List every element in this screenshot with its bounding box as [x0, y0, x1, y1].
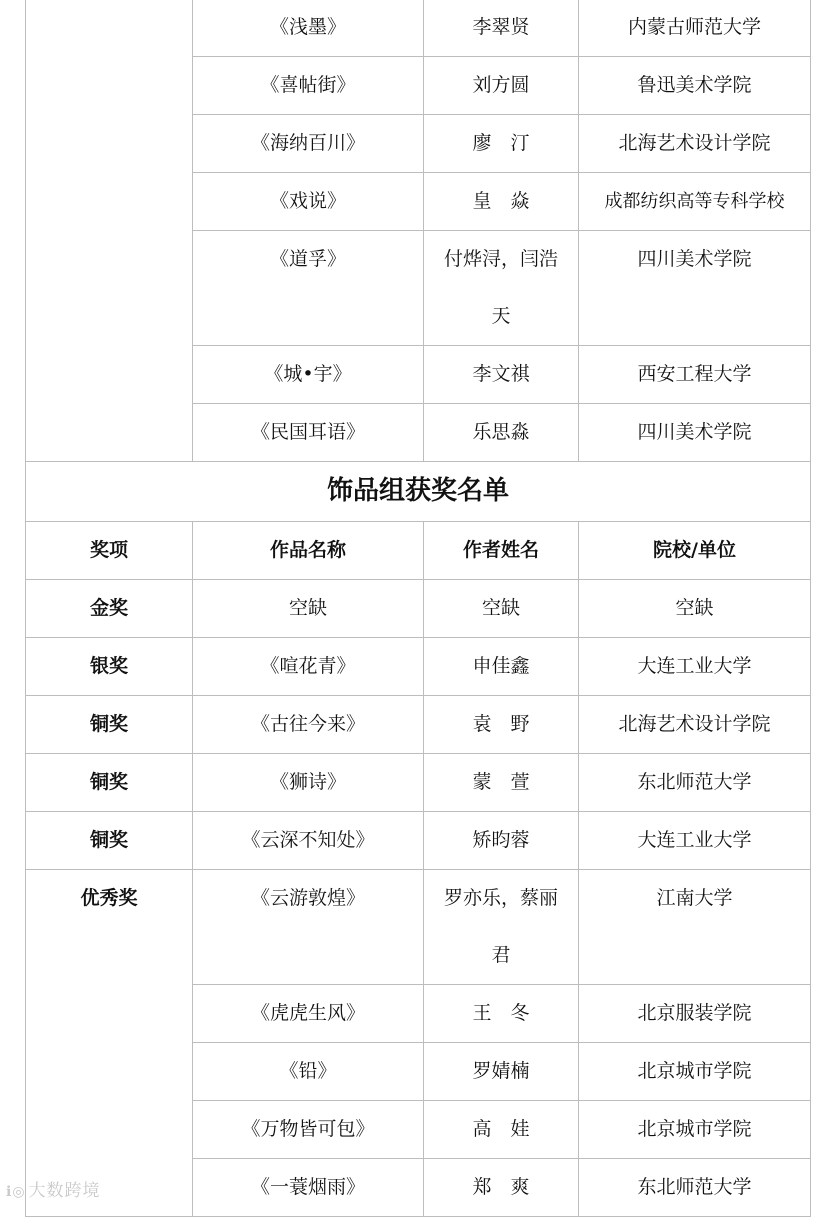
author-cell: 廖 汀	[424, 115, 579, 173]
awards-table	[25, 0, 811, 1217]
work-cell: 《喜帖街》	[193, 57, 424, 115]
school-cell: 四川美术学院	[579, 404, 811, 462]
work-cell: 《城•宇》	[193, 346, 424, 404]
author-cell: 刘方圆	[424, 57, 579, 115]
work-cell: 《云深不知处》	[193, 812, 424, 870]
header-work: 作品名称	[193, 522, 424, 580]
work-cell: 《狮诗》	[193, 754, 424, 812]
school-cell: 四川美术学院	[579, 231, 811, 346]
author-cell: 乐思淼	[424, 404, 579, 462]
school-cell: 鲁迅美术学院	[579, 57, 811, 115]
work-cell: 《一蓑烟雨》	[193, 1159, 424, 1217]
section-title: 饰品组获奖名单	[26, 462, 811, 522]
work-cell: 《道孚》	[193, 231, 424, 346]
school-cell: 北海艺术设计学院	[579, 696, 811, 754]
table-row	[26, 638, 811, 696]
school-cell: 大连工业大学	[579, 812, 811, 870]
award-cell: 铜奖	[26, 696, 193, 754]
author-cell-text: 罗亦乐，蔡丽君	[443, 887, 558, 966]
section-title-row	[26, 462, 811, 522]
header-author: 作者姓名	[424, 522, 579, 580]
school-cell: 北京服装学院	[579, 985, 811, 1043]
header-school: 院校/单位	[579, 522, 811, 580]
watermark-logo-icon: ℹ︎◎	[6, 1184, 26, 1200]
work-cell: 空缺	[193, 580, 424, 638]
work-cell: 《万物皆可包》	[193, 1101, 424, 1159]
work-cell: 《虎虎生风》	[193, 985, 424, 1043]
award-cell: 银奖	[26, 638, 193, 696]
school-cell: 内蒙古师范大学	[579, 0, 811, 57]
table-row	[26, 0, 811, 57]
school-cell: 江南大学	[579, 870, 811, 985]
award-cell: 优秀奖	[26, 870, 193, 1217]
watermark-text: 大数跨境	[28, 1181, 101, 1201]
author-cell: 高 娃	[424, 1101, 579, 1159]
author-cell-text: 付烨浔，闫浩天	[443, 248, 558, 327]
watermark	[6, 1176, 101, 1201]
author-cell	[424, 231, 579, 346]
author-cell: 皇 焱	[424, 173, 579, 231]
author-cell: 蒙 萱	[424, 754, 579, 812]
school-cell: 大连工业大学	[579, 638, 811, 696]
work-cell: 《浅墨》	[193, 0, 424, 57]
school-cell: 西安工程大学	[579, 346, 811, 404]
author-cell: 罗婧楠	[424, 1043, 579, 1101]
table-row	[26, 870, 811, 985]
table-row	[26, 812, 811, 870]
table-header-row	[26, 522, 811, 580]
work-cell: 《铅》	[193, 1043, 424, 1101]
work-cell: 《海纳百川》	[193, 115, 424, 173]
school-cell: 北京城市学院	[579, 1043, 811, 1101]
school-cell: 北海艺术设计学院	[579, 115, 811, 173]
author-cell: 李翠贤	[424, 0, 579, 57]
school-cell: 北京城市学院	[579, 1101, 811, 1159]
school-cell: 东北师范大学	[579, 754, 811, 812]
table-row	[26, 580, 811, 638]
award-cell: 铜奖	[26, 812, 193, 870]
school-cell: 东北师范大学	[579, 1159, 811, 1217]
author-cell: 袁 野	[424, 696, 579, 754]
author-cell	[424, 870, 579, 985]
author-cell: 王 冬	[424, 985, 579, 1043]
table-row	[26, 696, 811, 754]
work-cell: 《云游敦煌》	[193, 870, 424, 985]
author-cell: 申佳鑫	[424, 638, 579, 696]
school-cell: 空缺	[579, 580, 811, 638]
author-cell: 李文祺	[424, 346, 579, 404]
work-cell: 《古往今来》	[193, 696, 424, 754]
header-award: 奖项	[26, 522, 193, 580]
school-cell: 成都纺织高等专科学校	[579, 173, 811, 231]
award-cell-empty	[26, 0, 193, 462]
work-cell: 《戏说》	[193, 173, 424, 231]
author-cell: 空缺	[424, 580, 579, 638]
table-row	[26, 754, 811, 812]
work-cell: 《喧花青》	[193, 638, 424, 696]
work-cell: 《民国耳语》	[193, 404, 424, 462]
author-cell: 郑 爽	[424, 1159, 579, 1217]
award-cell: 金奖	[26, 580, 193, 638]
award-cell: 铜奖	[26, 754, 193, 812]
author-cell: 矫昀蓉	[424, 812, 579, 870]
